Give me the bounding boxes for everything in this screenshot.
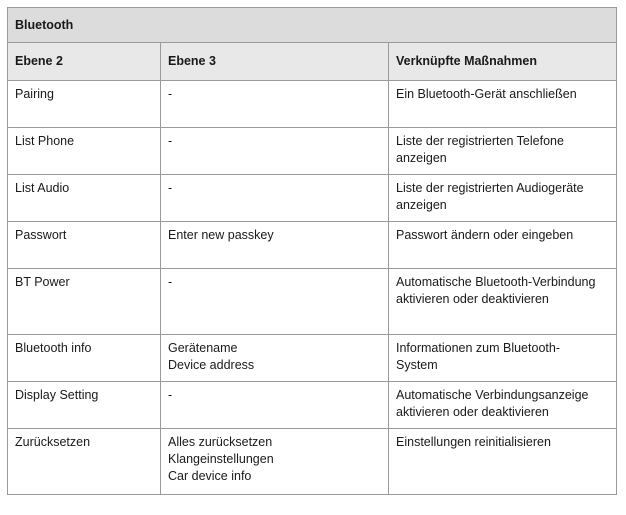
level3-line: Gerätename <box>168 341 238 355</box>
actions-line: Automatische Bluetooth-Verbindung <box>396 275 596 289</box>
level3-line: Enter new passkey <box>168 228 274 242</box>
table-row <box>8 382 617 429</box>
level3-line: - <box>168 388 173 402</box>
table-row <box>8 429 617 495</box>
header-actions: Verknüpfte Maßnahmen <box>389 43 617 81</box>
table-title-row <box>8 8 617 43</box>
level3-line: - <box>168 275 173 289</box>
actions-line: Ein Bluetooth-Gerät anschließen <box>396 87 577 101</box>
actions-line: Liste der registrierten Telefone <box>396 134 564 148</box>
level3-line: - <box>168 87 173 101</box>
actions-cell <box>389 81 617 128</box>
level3-line: Klangeinstellungen <box>168 452 274 466</box>
table-header-row <box>8 43 617 81</box>
actions-line: aktivieren oder deaktivieren <box>396 292 549 306</box>
table-row <box>8 335 617 382</box>
table-row <box>8 269 617 335</box>
actions-line: Informationen zum Bluetooth- <box>396 341 560 355</box>
actions-line: anzeigen <box>396 151 447 165</box>
level3-line: - <box>168 134 173 148</box>
level3-cell <box>161 382 389 429</box>
table-row <box>8 222 617 269</box>
level2-cell: Zurücksetzen <box>8 429 161 495</box>
actions-cell <box>389 222 617 269</box>
level3-cell <box>161 128 389 175</box>
level2-cell: Pairing <box>8 81 161 128</box>
level3-cell <box>161 269 389 335</box>
actions-line: Liste der registrierten Audiogeräte <box>396 181 584 195</box>
level2-cell: Bluetooth info <box>8 335 161 382</box>
actions-line: Passwort ändern oder eingeben <box>396 228 574 242</box>
actions-cell <box>389 128 617 175</box>
actions-cell <box>389 175 617 222</box>
actions-line: Einstellungen reinitialisieren <box>396 435 551 449</box>
table-row <box>8 81 617 128</box>
actions-line: System <box>396 358 438 372</box>
table-row <box>8 128 617 175</box>
actions-cell <box>389 335 617 382</box>
header-ebene-3: Ebene 3 <box>161 43 389 81</box>
actions-cell <box>389 269 617 335</box>
actions-cell <box>389 429 617 495</box>
level3-cell <box>161 335 389 382</box>
level2-cell: Display Setting <box>8 382 161 429</box>
actions-line: Automatische Verbindungsanzeige <box>396 388 589 402</box>
actions-cell <box>389 382 617 429</box>
actions-line: anzeigen <box>396 198 447 212</box>
level3-line: Car device info <box>168 469 252 483</box>
table-title: Bluetooth <box>8 8 617 43</box>
actions-line: aktivieren oder deaktivieren <box>396 405 549 419</box>
level2-cell: List Phone <box>8 128 161 175</box>
level3-line: - <box>168 181 173 195</box>
level3-cell <box>161 222 389 269</box>
table-row <box>8 175 617 222</box>
level2-cell: Passwort <box>8 222 161 269</box>
level3-cell <box>161 175 389 222</box>
level3-line: Alles zurücksetzen <box>168 435 273 449</box>
level2-cell: List Audio <box>8 175 161 222</box>
level3-line: Device address <box>168 358 255 372</box>
level3-cell <box>161 81 389 128</box>
header-ebene-2: Ebene 2 <box>8 43 161 81</box>
bluetooth-menu-table <box>7 7 617 495</box>
level3-cell <box>161 429 389 495</box>
level2-cell: BT Power <box>8 269 161 335</box>
